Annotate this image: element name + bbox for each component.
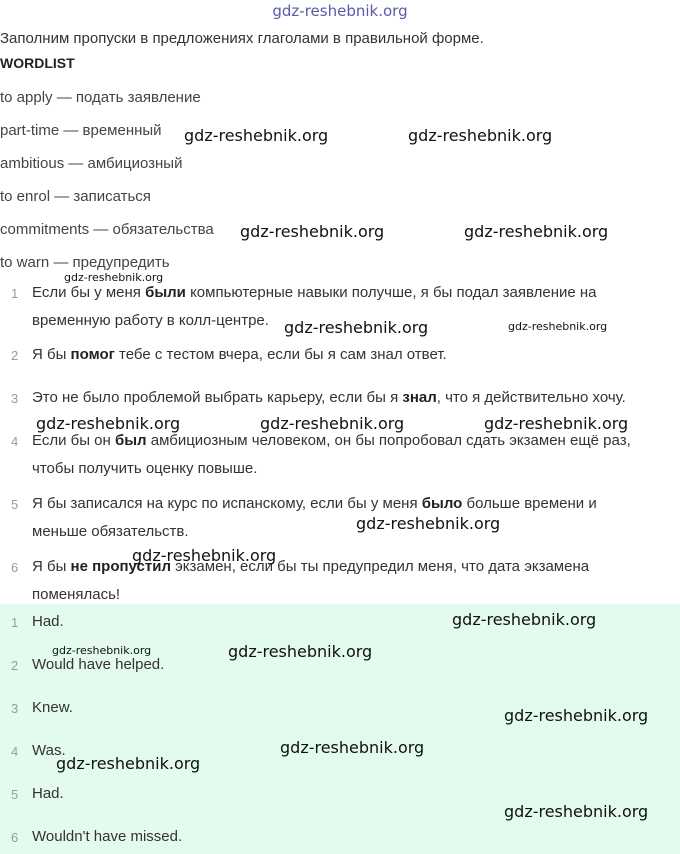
question-line: меньше обязательств.	[32, 523, 189, 540]
watermark: gdz-reshebnik.org	[240, 222, 385, 241]
watermark: gdz-reshebnik.org	[356, 514, 501, 533]
answer-number: 6	[11, 830, 19, 845]
watermark: gdz-reshebnik.org	[408, 126, 553, 145]
answer-verb: были	[145, 284, 186, 301]
question-number: 3	[11, 391, 19, 406]
watermark: gdz-reshebnik.org	[228, 642, 373, 661]
watermark: gdz-reshebnik.org	[280, 738, 425, 757]
watermark: gdz-reshebnik.org	[56, 754, 201, 773]
wordlist-item: to warn — предупредить	[0, 254, 170, 271]
question-number: 2	[11, 348, 19, 363]
answer-text: Would have helped.	[32, 656, 165, 673]
wordlist-item: part-time — временный	[0, 122, 162, 139]
answer-number: 2	[11, 658, 19, 673]
watermark: gdz-reshebnik.org	[52, 644, 152, 657]
answer-text: Knew.	[32, 699, 73, 716]
wordlist-item: to enrol — записаться	[0, 188, 151, 205]
answer-verb: было	[421, 495, 463, 512]
question-line: Если бы у меня были компьютерные навыки получше, я бы подал заявление на	[32, 284, 597, 301]
answer-verb: был	[114, 432, 147, 449]
watermark: gdz-reshebnik.org	[484, 414, 629, 433]
site-title: gdz-reshebnik.org	[272, 2, 408, 20]
question-number: 5	[11, 497, 19, 512]
watermark: gdz-reshebnik.org	[508, 320, 608, 333]
answer-verb: помог	[70, 346, 115, 363]
wordlist-item: ambitious — амбициозный	[0, 155, 183, 172]
watermark: gdz-reshebnik.org	[452, 610, 597, 629]
answer-text: Had.	[32, 785, 64, 802]
wordlist-item: to apply — подать заявление	[0, 89, 201, 106]
watermark: gdz-reshebnik.org	[184, 126, 329, 145]
watermark: gdz-reshebnik.org	[260, 414, 405, 433]
question-number: 1	[11, 286, 19, 301]
question-line: Это не было проблемой выбрать карьеру, если бы я знал, что я действительно хочу.	[32, 389, 626, 406]
answer-text: Had.	[32, 613, 64, 630]
answer-text: Wouldn't have missed.	[32, 828, 183, 845]
question-line: Если бы он был амбициозным человеком, он бы попробовал сдать экзамен ещё раз,	[32, 432, 631, 449]
task-instruction: Заполним пропуски в предложениях глаголами в правильной форме.	[0, 30, 484, 47]
question-number: 4	[11, 434, 19, 449]
question-line: поменялась!	[32, 586, 121, 603]
question-line: чтобы получить оценку повыше.	[32, 460, 258, 477]
answer-number: 5	[11, 787, 19, 802]
answer-verb: знал	[402, 389, 437, 406]
answer-number: 4	[11, 744, 19, 759]
question-line: Я бы не пропустил экзамен, если бы ты предупредил меня, что дата экзамена	[32, 558, 590, 575]
watermark: gdz-reshebnik.org	[464, 222, 609, 241]
answer-verb: не пропустил	[70, 558, 171, 575]
question-number: 6	[11, 560, 19, 575]
watermark: gdz-reshebnik.org	[284, 318, 429, 337]
question-line: Я бы помог тебе с тестом вчера, если бы я сам знал ответ.	[32, 346, 447, 363]
watermark: gdz-reshebnik.org	[64, 271, 164, 284]
question-line: Я бы записался на курс по испанскому, если бы у меня было больше времени и	[32, 495, 597, 512]
wordlist-title: WORDLIST	[0, 55, 75, 71]
answer-number: 3	[11, 701, 19, 716]
watermark: gdz-reshebnik.org	[132, 546, 277, 565]
question-line: временную работу в колл-центре.	[32, 312, 269, 329]
watermark: gdz-reshebnik.org	[36, 414, 181, 433]
answer-number: 1	[11, 615, 19, 630]
answer-text: Was.	[32, 742, 66, 759]
watermark: gdz-reshebnik.org	[504, 706, 649, 725]
wordlist-item: commitments — обязательства	[0, 221, 214, 238]
watermark: gdz-reshebnik.org	[504, 802, 649, 821]
